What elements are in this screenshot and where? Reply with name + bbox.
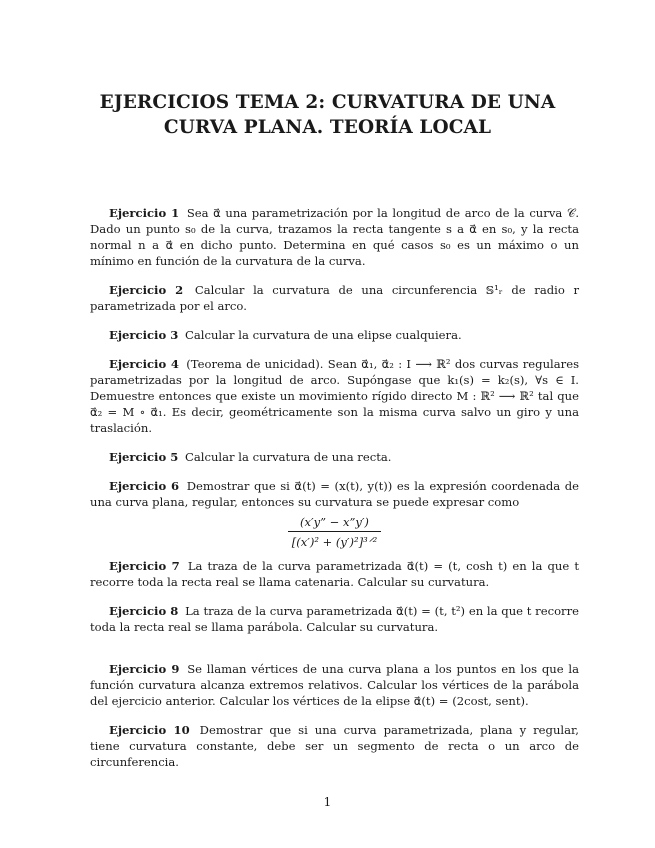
- formula-numerator: (x′y” − x”y′): [300, 515, 369, 529]
- title-line-2: CURVA PLANA. TEORÍA LOCAL: [163, 117, 492, 138]
- page-number: 1: [323, 795, 332, 809]
- exercise-9: [90, 661, 579, 709]
- exercise-label: Ejercicio 4: [109, 357, 179, 371]
- exercise-text: La traza de la curva parametrizada α⃗(t) = (t, cosh t) en la que t recorre toda la recta real se llama catenaria. Calcular su curvatura.: [90, 559, 580, 589]
- exercise-7: [90, 558, 579, 590]
- exercise-label: Ejercicio 2: [109, 283, 184, 297]
- exercise-label: Ejercicio 9: [109, 662, 180, 676]
- exercise-1: [90, 205, 579, 269]
- exercise-text: Calcular la curvatura de una circunferencia 𝕊¹ᵣ de radio r parametrizada por el arco.: [90, 283, 580, 313]
- exercise-label: Ejercicio 7: [109, 559, 180, 573]
- exercise-label: Ejercicio 5: [109, 450, 179, 464]
- exercise-list: [90, 205, 579, 770]
- exercise-text: Sea α⃗ una parametrización por la longitud de arco de la curva 𝒞. Dado un punto s₀ de la curva, trazamos la recta tangente s a α⃗ en s₀, y la recta normal n a α⃗ en dicho punto. Determina en qué casos s₀ es un máximo o un mínimo en función de la curvatura de la curva.: [90, 206, 580, 268]
- formula-denominator: [(x′)² + (y′)²]³ᐟ²: [291, 535, 378, 549]
- exercise-label: Ejercicio 6: [109, 479, 180, 493]
- exercise-label: Ejercicio 1: [109, 206, 180, 220]
- exercise-text: Demostrar que si α⃗(t) = (x(t), y(t)) es la expresión coordenada de una curva plana, regular, entonces su curvatura se puede expresar como: [90, 479, 580, 509]
- exercise-5: [90, 449, 579, 465]
- title-line-1: EJERCICIOS TEMA 2: CURVATURA DE UNA: [99, 92, 556, 113]
- exercise-4: [90, 356, 579, 436]
- exercise-text: Calcular la curvatura de una elipse cualquiera.: [184, 328, 462, 342]
- exercise-8: [90, 603, 579, 635]
- exercise-text: Demostrar que si una curva parametrizada, plana y regular, tiene curvatura constante, debe ser un segmento de recta o un arco de circunferencia.: [90, 723, 579, 769]
- exercise-text: La traza de la curva parametrizada α⃗(t) = (t, t²) en la que t recorre toda la recta real se llama parábola. Calcular su curvatura.: [90, 604, 579, 634]
- document-title: [60, 90, 595, 140]
- exercise-3: [90, 327, 579, 343]
- exercise-label: Ejercicio 8: [109, 604, 179, 618]
- exercise-text: Se llaman vértices de una curva plana a los puntos en los que la función curvatura alcanza extremos relativos. Calcular los vértices de la parábola del ejercicio anterior. Calcular los vértices de la elipse α⃗(t) = (2cost, sent).: [90, 662, 579, 708]
- exercise-10: [90, 722, 579, 770]
- formula-fraction: [288, 514, 381, 550]
- exercise-text: Calcular la curvatura de una recta.: [184, 450, 392, 464]
- exercise-text: (Teorema de unicidad). Sean α⃗₁, α⃗₂ : I ⟶ ℝ² dos curvas regulares parametrizadas por la longitud de arco. Supóngase que k₁(s) = k₂(s), ∀s ∈ I. Demuestre entonces que existe un movimiento rígido directo M : ℝ² ⟶ ℝ² tal que α⃗₂ = M ∘ α⃗₁. Es decir, geométricamente son la misma curva salvo un giro y una traslación.: [90, 357, 580, 435]
- exercise-label: Ejercicio 3: [109, 328, 179, 342]
- exercise-2: [90, 282, 579, 314]
- exercise-label: Ejercicio 10: [109, 723, 190, 737]
- exercise-6: [90, 478, 579, 510]
- curvature-formula: [90, 514, 579, 550]
